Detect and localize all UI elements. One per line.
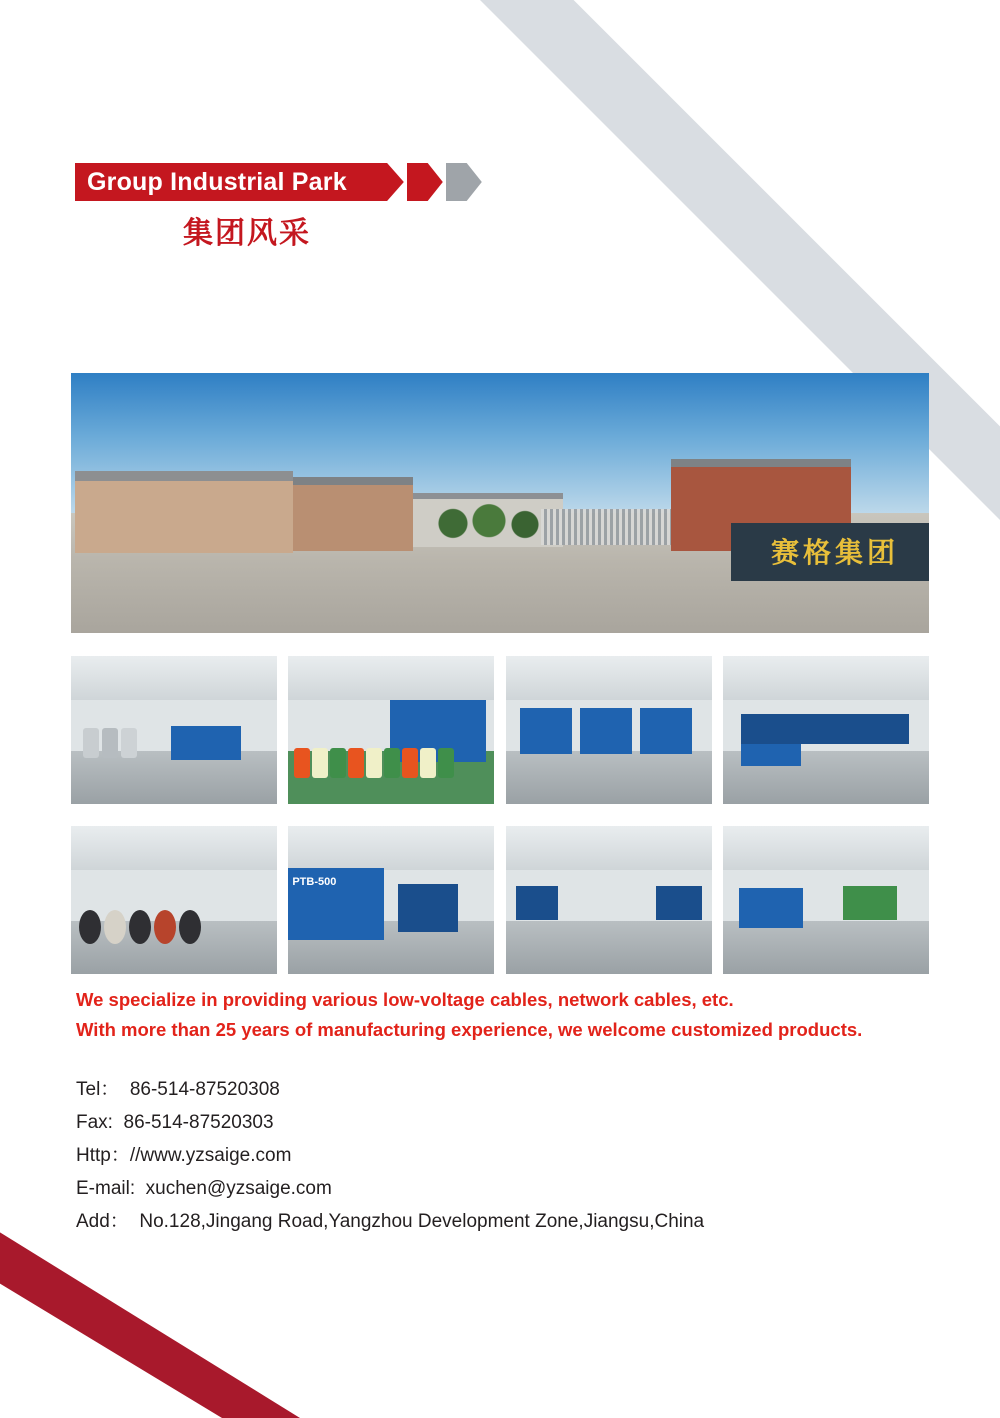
section-header bbox=[75, 163, 482, 201]
photo-ceiling bbox=[288, 656, 494, 700]
gallery-row-2 bbox=[71, 826, 929, 974]
photo-ceiling bbox=[71, 656, 277, 700]
gallery-photo-7 bbox=[506, 826, 712, 974]
contact-block bbox=[76, 1073, 956, 1238]
photo-floor bbox=[723, 921, 929, 974]
photo-ceiling bbox=[723, 826, 929, 870]
machine-label: PTB-500 bbox=[292, 876, 337, 888]
hero-sign-text: 赛格集团 bbox=[771, 536, 900, 569]
spool bbox=[104, 910, 126, 944]
machine-shape bbox=[741, 744, 801, 766]
gallery-photo-1 bbox=[71, 656, 277, 804]
photo-ceiling bbox=[506, 656, 712, 700]
promo-line-1: We specialize in providing various low-voltage cables, network cables, etc. bbox=[76, 989, 734, 1010]
spool-group bbox=[83, 728, 137, 758]
spool bbox=[121, 728, 137, 758]
spool bbox=[330, 748, 346, 778]
hero-photo-factory-entrance bbox=[71, 373, 929, 633]
spool bbox=[79, 910, 101, 944]
arrow-grey-small-icon bbox=[446, 163, 482, 201]
spool bbox=[102, 728, 118, 758]
gallery-photo-2 bbox=[288, 656, 494, 804]
contact-address: Add： No.128,Jingang Road,Yangzhou Development Zone,Jiangsu,China bbox=[76, 1211, 705, 1232]
machine-shape bbox=[739, 888, 803, 928]
photo-ceiling bbox=[288, 826, 494, 870]
contact-tel: Tel： 86-514-87520308 bbox=[76, 1079, 280, 1100]
arrow-red-icon bbox=[360, 163, 404, 201]
spool bbox=[366, 748, 382, 778]
spool bbox=[420, 748, 436, 778]
spool bbox=[179, 910, 201, 944]
machine-shape bbox=[398, 884, 458, 932]
machine-shape bbox=[520, 708, 572, 754]
machine-shape bbox=[741, 714, 909, 744]
spool bbox=[129, 910, 151, 944]
spool bbox=[83, 728, 99, 758]
gallery-photo-4 bbox=[723, 656, 929, 804]
gallery-row-1 bbox=[71, 656, 929, 804]
contact-website[interactable]: Http：//www.yzsaige.com bbox=[76, 1145, 292, 1166]
spool bbox=[402, 748, 418, 778]
header-title-cn: 集团风采 bbox=[183, 216, 311, 251]
gallery-photo-6 bbox=[288, 826, 494, 974]
header-title-en: Group Industrial Park bbox=[75, 163, 361, 201]
promo-line-2: With more than 25 years of manufacturing experience, we welcome customized products. bbox=[76, 1019, 863, 1040]
promo-text bbox=[76, 985, 956, 1045]
photo-ceiling bbox=[506, 826, 712, 870]
hero-trees bbox=[429, 491, 549, 545]
contact-fax: Fax: 86-514-87520303 bbox=[76, 1112, 274, 1133]
photo-floor bbox=[506, 921, 712, 974]
photo-ceiling bbox=[723, 656, 929, 700]
gallery-photo-5 bbox=[71, 826, 277, 974]
spool bbox=[312, 748, 328, 778]
spool bbox=[384, 748, 400, 778]
spool bbox=[438, 748, 454, 778]
photo-ceiling bbox=[71, 826, 277, 870]
photo-floor bbox=[506, 751, 712, 804]
machine-shape bbox=[656, 886, 702, 920]
machine-shape bbox=[843, 886, 897, 920]
arrow-red-small-icon bbox=[407, 163, 443, 201]
machine-shape bbox=[516, 886, 558, 920]
machine-shape bbox=[171, 726, 241, 760]
gallery-photo-8 bbox=[723, 826, 929, 974]
hero-building-left bbox=[75, 471, 293, 553]
machine-shape bbox=[640, 708, 692, 754]
gallery-photo-3 bbox=[506, 656, 712, 804]
contact-email[interactable]: E-mail: xuchen@yzsaige.com bbox=[76, 1178, 332, 1199]
spool bbox=[294, 748, 310, 778]
hero-building-left-2 bbox=[293, 477, 413, 551]
header-banner bbox=[75, 163, 482, 201]
spool bbox=[154, 910, 176, 944]
spool-group-reels bbox=[79, 910, 201, 944]
spool-group-colored bbox=[294, 748, 454, 778]
machine-shape bbox=[580, 708, 632, 754]
spool bbox=[348, 748, 364, 778]
